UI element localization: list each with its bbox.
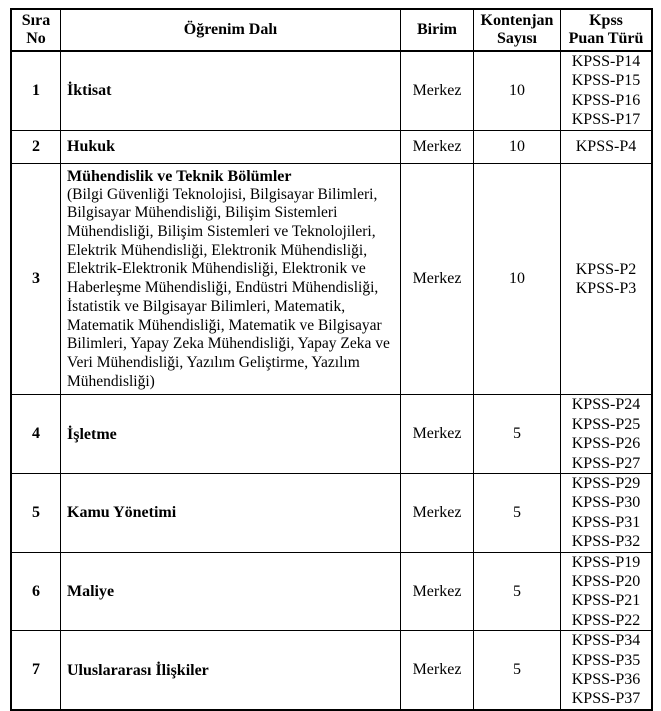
kpss-score: KPSS-P32 <box>571 533 641 551</box>
cell-birim: Merkez <box>401 474 474 552</box>
cell-sira-no: 2 <box>12 131 61 163</box>
cell-kpss-puan-turu <box>561 164 651 395</box>
cell-sira-no: 3 <box>12 164 61 395</box>
header-cell-birim <box>401 10 474 50</box>
table-row <box>12 631 651 709</box>
cell-kpss-puan-turu <box>561 131 651 163</box>
kpss-quota-table <box>10 8 653 711</box>
cell-birim: Merkez <box>401 395 474 473</box>
kpss-score: KPSS-P20 <box>571 573 641 591</box>
cell-ogrenim-dali <box>61 631 401 709</box>
header-label-line: Öğrenim Dalı <box>183 21 278 38</box>
field-title: Mühendislik ve Teknik Bölümler <box>67 167 292 185</box>
kpss-score: KPSS-P31 <box>571 513 641 531</box>
header-label-line: Sayısı <box>496 30 537 47</box>
cell-kontenjan: 5 <box>474 474 561 552</box>
cell-birim: Merkez <box>401 631 474 709</box>
header-cell-sira-no <box>12 10 61 50</box>
header-label-line: Birim <box>417 21 457 38</box>
table-row <box>12 52 651 131</box>
kpss-score: KPSS-P19 <box>571 553 641 571</box>
kpss-score: KPSS-P4 <box>575 137 637 155</box>
cell-kontenjan: 10 <box>474 52 561 130</box>
header-cell-kpss-puan-turu <box>561 10 651 50</box>
kpss-score: KPSS-P16 <box>571 91 641 109</box>
header-label-line: Kpss <box>589 12 623 29</box>
cell-sira-no: 1 <box>12 52 61 130</box>
cell-sira-no: 4 <box>12 395 61 473</box>
field-title: Hukuk <box>67 138 116 156</box>
kpss-score: KPSS-P36 <box>571 671 641 689</box>
cell-kpss-puan-turu <box>561 474 651 552</box>
kpss-score: KPSS-P26 <box>571 435 641 453</box>
cell-ogrenim-dali <box>61 553 401 631</box>
table-row <box>12 474 651 553</box>
kpss-score: KPSS-P34 <box>571 632 641 650</box>
kpss-score: KPSS-P25 <box>571 415 641 433</box>
kpss-score: KPSS-P17 <box>571 111 641 129</box>
table-row <box>12 131 651 164</box>
kpss-score: KPSS-P35 <box>571 651 641 669</box>
table-row <box>12 395 651 474</box>
header-label-line: Puan Türü <box>568 30 644 47</box>
cell-ogrenim-dali <box>61 395 401 473</box>
kpss-score: KPSS-P14 <box>571 53 641 70</box>
header-label-line: Sıra <box>21 12 51 29</box>
cell-kpss-puan-turu <box>561 395 651 473</box>
kpss-score: KPSS-P21 <box>571 592 641 610</box>
cell-sira-no: 5 <box>12 474 61 552</box>
field-title: Uluslararası İlişkiler <box>67 661 209 679</box>
field-title: İktisat <box>67 82 112 100</box>
kpss-score: KPSS-P37 <box>571 690 641 708</box>
kpss-score: KPSS-P2 <box>575 260 637 278</box>
cell-birim: Merkez <box>401 553 474 631</box>
cell-kpss-puan-turu <box>561 52 651 130</box>
cell-sira-no: 6 <box>12 553 61 631</box>
table-row <box>12 164 651 396</box>
cell-ogrenim-dali <box>61 131 401 163</box>
field-detail: (Bilgi Güvenliği Teknolojisi, Bilgisayar Bilimleri, Bilgisayar Mühendisliği, Bilişim Sistemleri Mühendisliği, Bilişim Sistemleri ve Teknolojileri, Elektrik Mühendisliği, Elektronik Mühendisliği, Elektrik-Elektronik Mühendisliği, Elektronik ve Haberleşme Mühendisliği, Endüstri Mühendisliği, İstatistik ve Bilgisayar Bilimleri, Matematik, Matematik Mühendisliği, Matematik ve Bilgisayar Bilimleri, Yapay Zeka Mühendisliği, Yapay Zeka ve Veri Mühendisliği, Yazılım Geliştirme, Yazılım Mühendisliği) <box>67 185 390 390</box>
cell-ogrenim-dali <box>61 474 401 552</box>
kpss-score: KPSS-P29 <box>571 474 641 492</box>
kpss-score: KPSS-P27 <box>571 454 641 472</box>
cell-birim: Merkez <box>401 52 474 130</box>
kpss-score: KPSS-P3 <box>575 279 637 297</box>
cell-ogrenim-dali <box>61 164 401 395</box>
kpss-score: KPSS-P30 <box>571 494 641 512</box>
cell-kontenjan: 10 <box>474 164 561 395</box>
field-title: Kamu Yönetimi <box>67 504 177 522</box>
header-cell-ogrenim-dali <box>61 10 401 50</box>
cell-birim: Merkez <box>401 131 474 163</box>
kpss-score: KPSS-P22 <box>571 611 641 629</box>
cell-kontenjan: 10 <box>474 131 561 163</box>
cell-sira-no: 7 <box>12 631 61 709</box>
field-title: Maliye <box>67 582 115 600</box>
header-label-line: Kontenjan <box>480 12 554 29</box>
field-title: İşletme <box>67 425 117 443</box>
table-header-row <box>12 10 651 52</box>
header-cell-kontenjan-sayisi <box>474 10 561 50</box>
cell-kontenjan: 5 <box>474 395 561 473</box>
kpss-score: KPSS-P15 <box>571 72 641 90</box>
cell-kontenjan: 5 <box>474 631 561 709</box>
kpss-score: KPSS-P24 <box>571 396 641 414</box>
cell-kpss-puan-turu <box>561 553 651 631</box>
cell-ogrenim-dali <box>61 52 401 130</box>
header-label-line: No <box>26 30 46 47</box>
table-row <box>12 553 651 632</box>
cell-birim: Merkez <box>401 164 474 395</box>
cell-kpss-puan-turu <box>561 631 651 709</box>
cell-kontenjan: 5 <box>474 553 561 631</box>
